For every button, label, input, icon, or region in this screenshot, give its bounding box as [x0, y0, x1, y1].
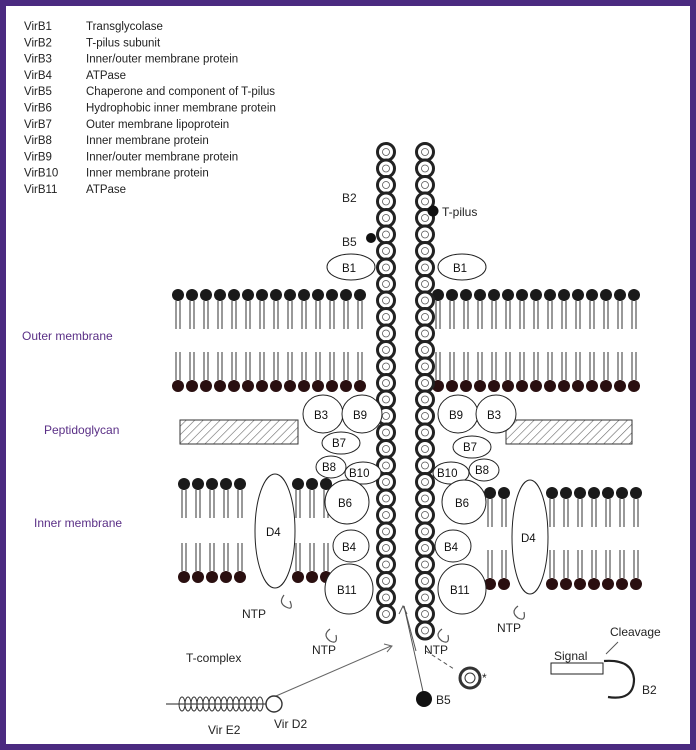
pilin-ring [417, 589, 434, 606]
outer-membrane-label: Outer membrane [22, 329, 113, 343]
pilin-ring [417, 622, 434, 639]
lipid-head [214, 289, 226, 301]
lipid-head [446, 380, 458, 392]
lipid-head [228, 380, 240, 392]
legend [24, 21, 276, 196]
t-complex [166, 696, 282, 712]
lipid-head [284, 289, 296, 301]
lipid-head [560, 578, 572, 590]
b2-propilin-hook [604, 661, 634, 698]
legend-description: ATPase [86, 69, 127, 82]
pilin-ring [417, 144, 434, 161]
legend-code: VirB6 [24, 102, 52, 115]
lipid-head [242, 289, 254, 301]
b8-left-label: B8 [322, 462, 337, 474]
b11-right-label: B11 [450, 585, 470, 597]
d4-right-label: D4 [521, 533, 536, 545]
vir-d2-protein [266, 696, 282, 712]
lipid-head [200, 380, 212, 392]
pilin-ring [417, 540, 434, 557]
pilin-ring [378, 309, 395, 326]
lipid-head [488, 380, 500, 392]
pilin-ring [378, 177, 395, 194]
outer-membrane-left [172, 289, 366, 392]
ntp-label-3: NTP [424, 643, 448, 657]
lipid-head [630, 578, 642, 590]
pilin-ring [378, 358, 395, 375]
lipid-head [558, 380, 570, 392]
lipid-head [628, 289, 640, 301]
lipid-head [572, 380, 584, 392]
lipid-head [558, 289, 570, 301]
lipid-head [292, 478, 304, 490]
pilin-ring [378, 325, 395, 342]
legend-code: VirB10 [24, 167, 59, 180]
lipid-head [460, 289, 472, 301]
inner-membrane-left-1 [178, 478, 246, 583]
legend-code: VirB1 [24, 21, 52, 33]
pilin-ring [378, 606, 395, 623]
lipid-head [572, 289, 584, 301]
lipid-head [192, 478, 204, 490]
pilin-ring [417, 243, 434, 260]
pilin-ring [378, 243, 395, 260]
pilin-ring [417, 424, 434, 441]
lipid-head [446, 289, 458, 301]
inner-membrane-right-2 [546, 487, 642, 590]
legend-code: VirB8 [24, 135, 52, 148]
lipid-head [560, 487, 572, 499]
lipid-head [546, 578, 558, 590]
pilin-ring [417, 408, 434, 425]
pilin-ring [378, 226, 395, 243]
lipid-head [340, 380, 352, 392]
pilin-ring [417, 457, 434, 474]
pilin-subunit-ring [460, 668, 480, 688]
pilin-ring [417, 177, 434, 194]
lipid-head [220, 478, 232, 490]
t-complex-label: T-complex [186, 651, 242, 665]
lipid-head [502, 289, 514, 301]
t-pilus-column [378, 144, 434, 640]
ntp-hooks [281, 595, 524, 642]
b10-left-label: B10 [349, 468, 370, 480]
t-pilus-label: T-pilus [442, 205, 478, 219]
lipid-head [574, 578, 586, 590]
pilin-ring [378, 210, 395, 227]
legend-description: Hydrophobic inner membrane protein [86, 102, 276, 115]
ntp-hook-4 [514, 606, 524, 619]
b10-right-label: B10 [437, 468, 458, 480]
lipid-head [326, 380, 338, 392]
legend-description: Inner membrane protein [86, 135, 209, 148]
lipid-head [206, 571, 218, 583]
pilin-ring [417, 325, 434, 342]
peptidoglycan-label: Peptidoglycan [44, 423, 120, 437]
b5-dot [366, 233, 376, 243]
lipid-head [516, 380, 528, 392]
lipid-head [630, 487, 642, 499]
lipid-head [516, 289, 528, 301]
b6-left-label: B6 [338, 498, 353, 510]
pilin-ring [417, 276, 434, 293]
vir-d2-label: Vir D2 [274, 717, 308, 731]
lipid-head [306, 478, 318, 490]
inner-membrane-right-1 [484, 487, 510, 590]
lipid-head [474, 380, 486, 392]
legend-code: VirB9 [24, 151, 52, 164]
legend-description: Outer membrane lipoprotein [86, 118, 230, 131]
b9-left-label: B9 [353, 410, 368, 422]
ntp-hook-3 [438, 629, 448, 642]
lipid-head [488, 289, 500, 301]
pilin-ring [378, 259, 395, 276]
pilin-ring [417, 160, 434, 177]
lipid-head [186, 289, 198, 301]
legend-description: Inner/outer membrane protein [86, 53, 239, 66]
legend-code: VirB4 [24, 69, 52, 82]
cleavage-arrow [606, 642, 618, 654]
pilin-ring [417, 226, 434, 243]
lipid-head [354, 289, 366, 301]
pilin-ring [378, 424, 395, 441]
pilin-ring [378, 540, 395, 557]
lipid-head [284, 380, 296, 392]
lipid-head [312, 289, 324, 301]
inner-membrane-label: Inner membrane [34, 516, 123, 530]
lipid-head [474, 289, 486, 301]
lipid-head [326, 289, 338, 301]
pilin-ring [378, 144, 395, 161]
legend-description: T-pilus subunit [86, 37, 161, 50]
b4-right-label: B4 [444, 542, 459, 554]
signal-peptide-box [551, 663, 603, 674]
legend-description: Chaperone and component of T-pilus [86, 86, 276, 99]
b5-bottom-dot [416, 691, 432, 707]
pilin-ring [417, 507, 434, 524]
legend-description: Inner membrane protein [86, 167, 209, 180]
outer-membrane-right [432, 289, 640, 392]
lipid-head [312, 380, 324, 392]
pilin-ring [417, 342, 434, 359]
pilin-ring [417, 556, 434, 573]
b6-right-label: B6 [455, 498, 470, 510]
pilin-ring [417, 606, 434, 623]
lipid-head [586, 380, 598, 392]
lipid-head [256, 380, 268, 392]
b4-left-label: B4 [342, 542, 357, 554]
pilin-ring [378, 556, 395, 573]
lipid-head [178, 571, 190, 583]
pilin-ring [417, 490, 434, 507]
lipid-head [192, 571, 204, 583]
lipid-head [628, 380, 640, 392]
lipid-head [614, 289, 626, 301]
pilin-ring [378, 342, 395, 359]
lipid-head [530, 380, 542, 392]
pilin-ring [378, 441, 395, 458]
lipid-head [220, 571, 232, 583]
lipid-head [546, 487, 558, 499]
ntp-label-1: NTP [242, 607, 266, 621]
lipid-head [228, 289, 240, 301]
lipid-head [200, 289, 212, 301]
lipid-head [178, 478, 190, 490]
lipid-head [588, 578, 600, 590]
lipid-head [234, 478, 246, 490]
ntp-hook-2 [326, 629, 336, 642]
b2-label: B2 [342, 191, 357, 205]
lipid-head [600, 380, 612, 392]
lipid-head [186, 380, 198, 392]
pilin-ring [417, 573, 434, 590]
lipid-head [298, 289, 310, 301]
legend-code: VirB7 [24, 118, 52, 131]
b5-label: B5 [342, 235, 357, 249]
pilin-ring [378, 573, 395, 590]
pilin-ring [417, 523, 434, 540]
signal-label: Signal [554, 649, 588, 663]
legend-description: ATPase [86, 184, 127, 196]
pilin-ring [378, 490, 395, 507]
d4-left-label: D4 [266, 527, 281, 539]
b9-right-label: B9 [449, 410, 464, 422]
b1-right-label: B1 [453, 263, 468, 275]
pilin-asterisk: * [482, 671, 487, 685]
lipid-head [530, 289, 542, 301]
ntp-label-4: NTP [497, 621, 521, 635]
b1-left-label: B1 [342, 263, 357, 275]
lipid-head [460, 380, 472, 392]
pilin-ring [378, 375, 395, 392]
legend-code: VirB3 [24, 53, 52, 66]
legend-code: VirB11 [24, 184, 58, 196]
vir-e2-label: Vir E2 [208, 723, 241, 737]
lipid-head [498, 487, 510, 499]
legend-code: VirB5 [24, 86, 52, 99]
legend-code: VirB2 [24, 37, 52, 50]
lipid-head [292, 571, 304, 583]
lipid-head [206, 478, 218, 490]
peptidoglycan-right [506, 420, 632, 444]
lipid-head [602, 487, 614, 499]
lipid-head [574, 487, 586, 499]
pilin-ring [378, 507, 395, 524]
channel-proteins [255, 254, 548, 614]
ntp-label-2: NTP [312, 643, 336, 657]
pilin-ring [378, 193, 395, 210]
lipid-head [214, 380, 226, 392]
lipid-head [234, 571, 246, 583]
pilin-ring [417, 259, 434, 276]
lipid-head [498, 578, 510, 590]
lipid-head [172, 380, 184, 392]
ntp-hook-1 [281, 595, 291, 608]
lipid-head [502, 380, 514, 392]
lipid-head [544, 289, 556, 301]
b7-left-label: B7 [332, 438, 347, 450]
pilin-ring [378, 160, 395, 177]
b3-left-label: B3 [314, 410, 329, 422]
lipid-head [340, 289, 352, 301]
pilin-ring [378, 589, 395, 606]
lipid-head [172, 289, 184, 301]
legend-description: Transglycolase [86, 21, 163, 33]
b8-right-label: B8 [475, 465, 490, 477]
b2-bottom-label: B2 [642, 683, 657, 697]
pilin-ring [417, 309, 434, 326]
lipid-head [602, 578, 614, 590]
lipid-head [614, 380, 626, 392]
t-pilus-dot [428, 206, 439, 217]
lipid-head [298, 380, 310, 392]
pilin-ring [378, 292, 395, 309]
lipid-head [586, 289, 598, 301]
lipid-head [354, 380, 366, 392]
lipid-head [588, 487, 600, 499]
lipid-head [306, 571, 318, 583]
cleavage-label: Cleavage [610, 625, 661, 639]
lipid-head [242, 380, 254, 392]
lipid-head [544, 380, 556, 392]
pilin-ring [417, 358, 434, 375]
pilin-ring [417, 441, 434, 458]
lipid-head [600, 289, 612, 301]
pilin-subunit-core [465, 673, 475, 683]
b7-right-label: B7 [463, 442, 478, 454]
lipid-head [270, 289, 282, 301]
b3-right-label: B3 [487, 410, 502, 422]
pilin-ring [417, 292, 434, 309]
pilin-ring [378, 523, 395, 540]
b11-left-label: B11 [337, 585, 357, 597]
pilin-ring [417, 375, 434, 392]
pilin-ring [417, 391, 434, 408]
lipid-head [270, 380, 282, 392]
lipid-head [616, 578, 628, 590]
b5-bottom-label: B5 [436, 693, 451, 707]
inner-membrane-left-2 [292, 478, 332, 583]
lipid-head [256, 289, 268, 301]
type-iv-secretion-diagram [6, 6, 690, 744]
peptidoglycan-left [180, 420, 298, 444]
lipid-head [616, 487, 628, 499]
pilin-ring [378, 276, 395, 293]
pilin-ring [417, 474, 434, 491]
legend-description: Inner/outer membrane protein [86, 151, 239, 164]
